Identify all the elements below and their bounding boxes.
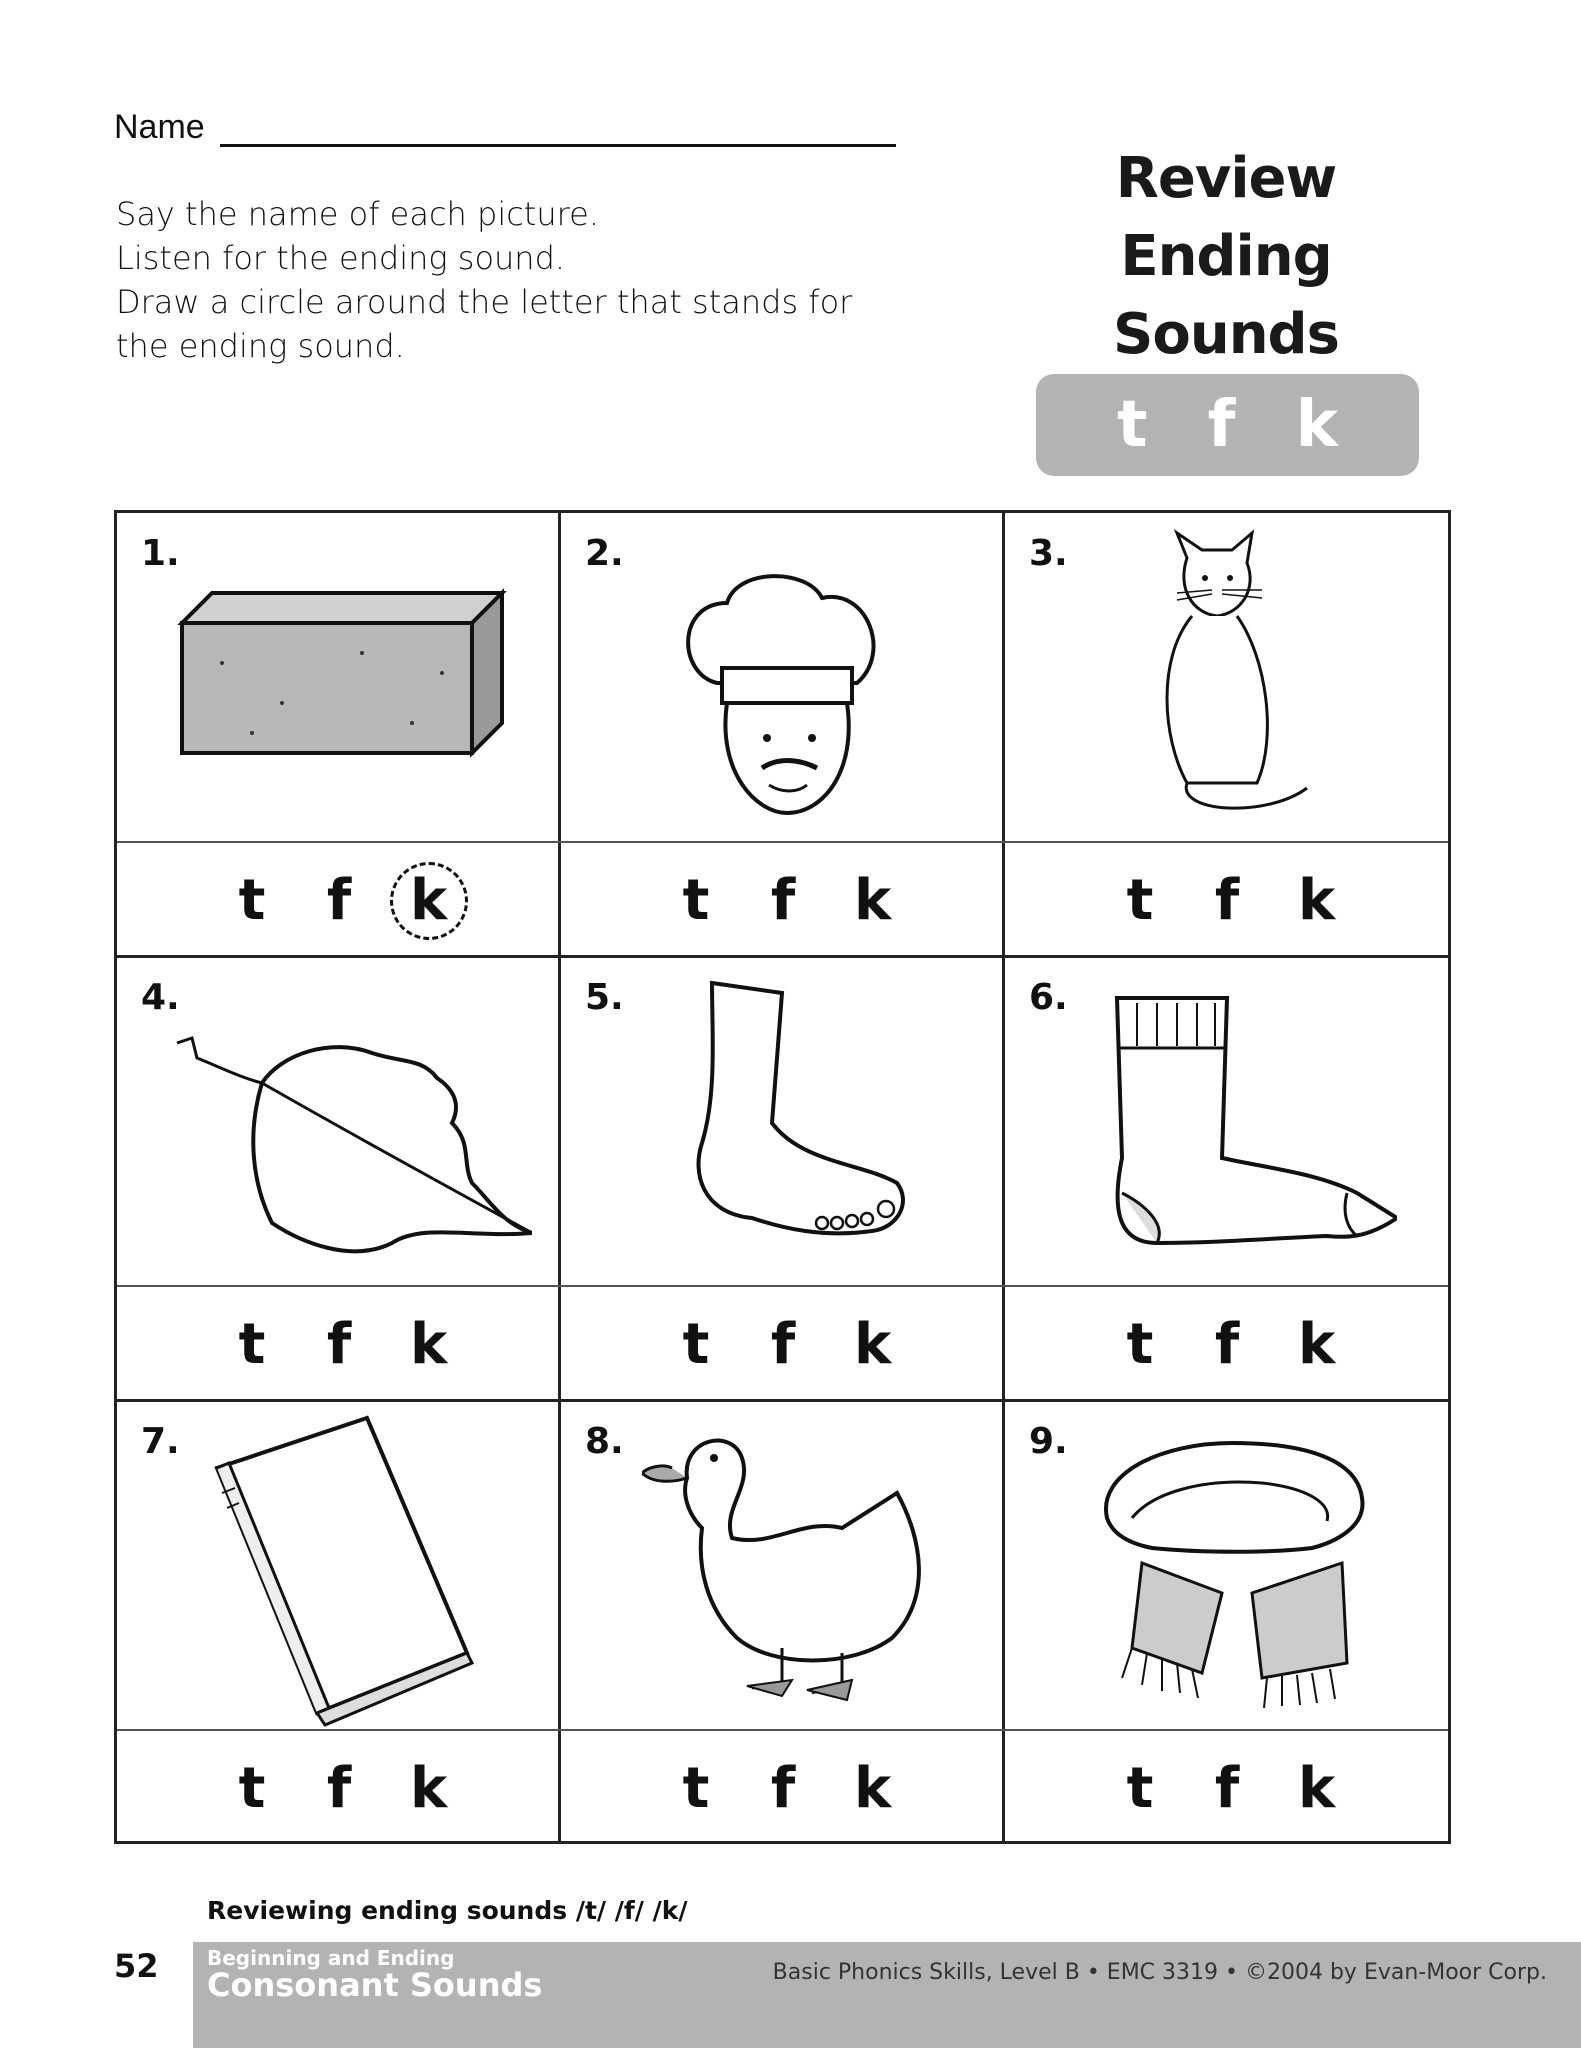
book-picture xyxy=(207,1413,507,1733)
instruction-line: Listen for the ending sound. xyxy=(116,239,566,277)
foot-picture xyxy=(672,973,932,1253)
choice-f[interactable]: f xyxy=(770,1755,796,1821)
choice-k[interactable]: k xyxy=(410,1755,448,1821)
choice-t[interactable]: t xyxy=(1126,1755,1154,1821)
page-title xyxy=(1036,140,1416,374)
choice-t[interactable]: t xyxy=(238,867,266,933)
choice-t[interactable]: t xyxy=(682,1755,710,1821)
page-number: 52 xyxy=(114,1947,159,1985)
name-label: Name xyxy=(114,108,205,146)
choice-f[interactable]: f xyxy=(1214,1311,1240,1377)
choice-k[interactable]: k xyxy=(1298,1311,1336,1377)
instruction-line: the ending sound. xyxy=(116,327,405,365)
item-number: 2. xyxy=(585,533,624,574)
exercise-grid xyxy=(114,510,1451,1844)
answer-choices xyxy=(117,843,561,957)
choice-f[interactable]: f xyxy=(770,1311,796,1377)
item-number: 7. xyxy=(141,1421,180,1462)
answer-choices xyxy=(561,1287,1005,1401)
target-letters-badge xyxy=(1036,374,1419,476)
item-number: 4. xyxy=(141,977,180,1018)
choice-k[interactable]: k xyxy=(854,1755,892,1821)
target-letter: f xyxy=(1207,388,1236,462)
target-letter: k xyxy=(1295,388,1338,462)
choice-f[interactable]: f xyxy=(326,867,352,933)
answer-choices xyxy=(1005,843,1449,957)
choice-f[interactable]: f xyxy=(770,867,796,933)
choice-k[interactable]: k xyxy=(1298,867,1336,933)
choice-k-circled[interactable]: k xyxy=(410,867,448,933)
grid-divider xyxy=(558,513,561,1841)
instruction-line: Draw a circle around the letter that stands for xyxy=(116,283,853,321)
item-number: 6. xyxy=(1029,977,1068,1018)
publisher-credit: Basic Phonics Skills, Level B • EMC 3319 • ©2004 by Evan-Moor Corp. xyxy=(772,1960,1547,1985)
name-row xyxy=(114,108,894,158)
brick-picture xyxy=(162,583,512,763)
grid-divider xyxy=(1002,513,1005,1841)
item-number: 3. xyxy=(1029,533,1068,574)
item-number: 9. xyxy=(1029,1421,1068,1462)
target-letter: t xyxy=(1117,388,1148,462)
choice-t[interactable]: t xyxy=(1126,1311,1154,1377)
leaf-picture xyxy=(172,1033,532,1273)
sock-picture xyxy=(1097,988,1397,1268)
section-title: Consonant Sounds xyxy=(207,1966,543,2004)
choice-f[interactable]: f xyxy=(326,1311,352,1377)
scarf-picture xyxy=(1092,1423,1372,1723)
chef-picture xyxy=(657,563,917,833)
instruction-line: Say the name of each picture. xyxy=(116,195,599,233)
cat-picture xyxy=(1117,528,1317,828)
instructions xyxy=(116,192,876,368)
answer-choices xyxy=(1005,1287,1449,1401)
footer-bar xyxy=(193,1942,1581,2048)
title-line: Review xyxy=(1115,146,1337,211)
choice-f[interactable]: f xyxy=(326,1755,352,1821)
answer-choices xyxy=(117,1287,561,1401)
duck-picture xyxy=(642,1418,942,1708)
item-number: 5. xyxy=(585,977,624,1018)
item-number: 8. xyxy=(585,1421,624,1462)
skill-description: Reviewing ending sounds /t/ /f/ /k/ xyxy=(207,1896,688,1925)
section-subtitle: Beginning and Ending xyxy=(207,1946,455,1970)
choice-k[interactable]: k xyxy=(1298,1755,1336,1821)
choice-f[interactable]: f xyxy=(1214,867,1240,933)
choice-t[interactable]: t xyxy=(682,1311,710,1377)
answer-choices xyxy=(561,1731,1005,1845)
item-number: 1. xyxy=(141,533,180,574)
choice-k[interactable]: k xyxy=(410,1311,448,1377)
choice-t[interactable]: t xyxy=(682,867,710,933)
choice-f[interactable]: f xyxy=(1214,1755,1240,1821)
title-line: Sounds xyxy=(1113,302,1339,367)
choice-k[interactable]: k xyxy=(854,1311,892,1377)
title-line: Ending xyxy=(1120,224,1332,289)
choice-k[interactable]: k xyxy=(854,867,892,933)
choice-t[interactable]: t xyxy=(238,1755,266,1821)
answer-choices xyxy=(561,843,1005,957)
choice-t[interactable]: t xyxy=(238,1311,266,1377)
answer-choices xyxy=(117,1731,561,1845)
choice-t[interactable]: t xyxy=(1126,867,1154,933)
answer-choices xyxy=(1005,1731,1449,1845)
name-blank-line[interactable] xyxy=(220,144,896,147)
